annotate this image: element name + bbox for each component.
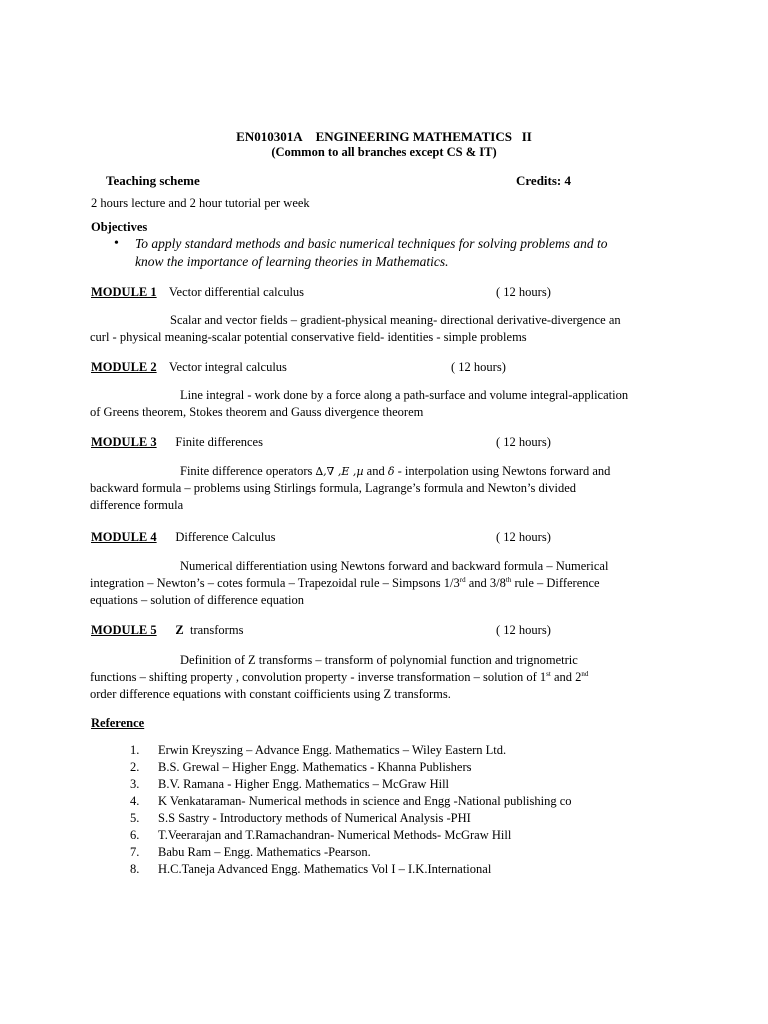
module-5-heading bbox=[91, 622, 691, 639]
module-label: MODULE 2 bbox=[91, 360, 157, 374]
superscript: rd bbox=[459, 576, 466, 584]
module-2-line-2: of Greens theorem, Stokes theorem and Gauss divergence theorem bbox=[90, 405, 424, 419]
module-5-line-2 bbox=[90, 669, 678, 686]
module-3-text: Finite difference operators bbox=[180, 464, 313, 478]
course-numeral: II bbox=[521, 129, 532, 144]
module-3-heading bbox=[91, 434, 691, 451]
module-3-line-3: difference formula bbox=[90, 498, 184, 512]
module-1-line-2: curl - physical meaning-scalar potential conservative field- identities - simple problems bbox=[90, 330, 527, 344]
module-5-text: functions – shifting property , convolution property - inverse transformation – solution of 1 bbox=[90, 670, 547, 684]
module-title: Finite differences bbox=[175, 435, 263, 449]
reference-list bbox=[130, 742, 572, 878]
reference-text: S.S Sastry - Introductory methods of Numerical Analysis -PHI bbox=[158, 811, 471, 825]
objective-text bbox=[135, 235, 607, 271]
module-1-content bbox=[90, 312, 678, 346]
module-1-line-1: Scalar and vector fields – gradient-physical meaning- directional derivative-divergence an bbox=[170, 313, 621, 327]
objective-line-1: To apply standard methods and basic numerical techniques for solving problems and to bbox=[135, 236, 608, 251]
superscript: nd bbox=[581, 670, 589, 678]
reference-text: T.Veerarajan and T.Ramachandran- Numerical Methods- McGraw Hill bbox=[158, 828, 512, 842]
module-5-content bbox=[90, 652, 678, 703]
reference-text: Babu Ram – Engg. Mathematics -Pearson. bbox=[158, 845, 371, 859]
superscript: st bbox=[546, 670, 551, 678]
module-4-text: rule – Difference bbox=[511, 576, 600, 590]
module-2-heading bbox=[91, 359, 691, 376]
delta-operator: δ bbox=[387, 465, 395, 478]
module-hours: ( 12 hours) bbox=[496, 530, 551, 544]
operator-symbols: ∆,∇ ,E ,µ bbox=[315, 465, 364, 478]
reference-number: 5. bbox=[130, 811, 140, 825]
reference-text: B.S. Grewal – Higher Engg. Mathematics - Khanna Publishers bbox=[158, 760, 472, 774]
module-5-text: and 2 bbox=[550, 670, 582, 684]
module-title: Difference Calculus bbox=[175, 530, 276, 544]
credits-label: Credits: 4 bbox=[516, 173, 572, 188]
module-2-content bbox=[90, 387, 678, 421]
reference-item bbox=[130, 827, 572, 844]
module-hours: ( 12 hours) bbox=[496, 435, 551, 449]
reference-text: K Venkataraman- Numerical methods in science and Engg -National publishing co bbox=[158, 794, 572, 808]
bullet-icon: • bbox=[114, 236, 119, 251]
module-5-line-1: Definition of Z transforms – transform of polynomial function and trignometric bbox=[180, 653, 578, 667]
reference-heading: Reference bbox=[91, 716, 145, 730]
module-hours: ( 12 hours) bbox=[451, 360, 506, 374]
course-title bbox=[0, 128, 768, 145]
module-hours: ( 12 hours) bbox=[496, 285, 551, 299]
module-2-line-1: Line integral - work done by a force along a path-surface and volume integral-application bbox=[180, 388, 629, 402]
module-4-text: integration – Newton’s – cotes formula – Trapezoidal rule – Simpsons 1/3 bbox=[90, 576, 460, 590]
teaching-scheme-label: Teaching scheme bbox=[106, 173, 200, 188]
module-5-line-3: order difference equations with constant coifficients using Z transforms. bbox=[90, 687, 451, 701]
module-title-z: Z bbox=[175, 623, 184, 637]
module-label: MODULE 4 bbox=[91, 530, 157, 544]
reference-number: 4. bbox=[130, 794, 140, 808]
reference-text: Erwin Kreyszing – Advance Engg. Mathematics – Wiley Eastern Ltd. bbox=[158, 743, 507, 757]
reference-item bbox=[130, 742, 572, 759]
reference-number: 3. bbox=[130, 777, 140, 791]
module-4-content bbox=[90, 558, 678, 609]
reference-item bbox=[130, 844, 572, 861]
objectives-heading: Objectives bbox=[91, 220, 148, 234]
module-4-heading bbox=[91, 529, 691, 546]
module-4-line-1: Numerical differentiation using Newtons forward and backward formula – Numerical bbox=[180, 559, 609, 573]
module-hours: ( 12 hours) bbox=[496, 623, 551, 637]
module-3-and: and bbox=[366, 464, 385, 478]
reference-text: B.V. Ramana - Higher Engg. Mathematics – McGraw Hill bbox=[158, 777, 450, 791]
module-label: MODULE 1 bbox=[91, 285, 157, 299]
reference-item bbox=[130, 810, 572, 827]
course-code: EN010301A bbox=[236, 129, 303, 144]
module-title: Vector integral calculus bbox=[168, 360, 287, 374]
reference-number: 2. bbox=[130, 760, 140, 774]
course-name: ENGINEERING MATHEMATICS bbox=[315, 129, 512, 144]
module-title: Vector differential calculus bbox=[168, 285, 305, 299]
reference-item bbox=[130, 861, 572, 878]
objective-line-2: know the importance of learning theories in Mathematics. bbox=[135, 254, 449, 269]
reference-number: 1. bbox=[130, 743, 140, 757]
reference-item bbox=[130, 776, 572, 793]
reference-item bbox=[130, 793, 572, 810]
module-4-text: and 3/8 bbox=[465, 576, 506, 590]
module-4-line-2 bbox=[90, 575, 678, 592]
module-3-line-2: backward formula – problems using Stirlings formula, Lagrange’s formula and Newton’s divided bbox=[90, 481, 577, 495]
reference-number: 7. bbox=[130, 845, 140, 859]
module-title: transforms bbox=[189, 623, 244, 637]
superscript: th bbox=[505, 576, 512, 584]
module-label: MODULE 5 bbox=[91, 623, 157, 637]
module-1-heading bbox=[91, 284, 691, 301]
reference-item bbox=[130, 759, 572, 776]
module-4-line-3: equations – solution of difference equation bbox=[90, 593, 304, 607]
reference-number: 6. bbox=[130, 828, 140, 842]
module-3-line-1 bbox=[90, 463, 678, 480]
course-subtitle: (Common to all branches except CS & IT) bbox=[271, 145, 497, 159]
reference-number: 8. bbox=[130, 862, 140, 876]
teaching-hours: 2 hours lecture and 2 hour tutorial per week bbox=[91, 196, 310, 210]
module-label: MODULE 3 bbox=[91, 435, 157, 449]
reference-text: H.C.Taneja Advanced Engg. Mathematics Vol I – I.K.International bbox=[158, 862, 492, 876]
module-3-text-cont: - interpolation using Newtons forward and bbox=[397, 464, 611, 478]
module-3-content bbox=[90, 463, 678, 514]
